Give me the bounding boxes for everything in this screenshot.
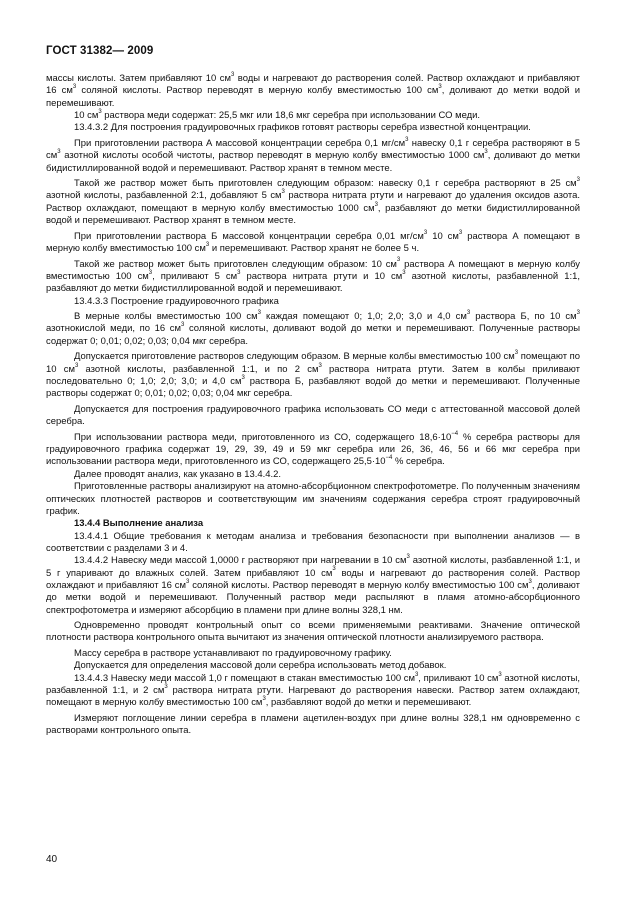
body-paragraph: массы кислоты. Затем прибавляют 10 $см^3$ воды и нагревают до растворения солей. Раствор охлаждают и прибавляют 16 $см^3$ соляной кислоты. Раствор переводят в мерную колбу вместимостью 100 $см^3$, доливают до метки водой и перемешивают. [46, 71, 581, 109]
body-paragraph: Измеряют поглощение линии серебра в пламени ацетилен-воздух при длине волны 328,1 нм одновременно с растворами контрольного опыта. [46, 712, 580, 737]
body-paragraph: При приготовлении раствора Б массовой концентрации серебра 0,01 $мг/см^3$ 10 $см^3$ раствора А помещают в мерную колбу вместимостью 100 $см^3$ и перемешивают. Раствор хранят не более 5 ч. [46, 229, 580, 255]
body-paragraph: 13.4.4.3 Навеску меди массой 1,0 г помещают в стакан вместимостью 100 $см^3$, приливают 10 $см^3$ азотной кислоты, разбавленной 1:1, и 2 $см^3$ раствора нитрата ртути. Нагревают до растворения навески. Раствор затем охлаждают, помещают в мерную колбу вместимостью 100 $см^3$, разбавляют водой до метки и перемешивают. [46, 671, 580, 709]
page-number: 40 [46, 854, 58, 865]
body-paragraph: Такой же раствор может быть приготовлен следующим образом: 10 $см^3$ раствора А помещают в мерную колбу вместимостью 100 $см^3$, приливают 5 $см^3$ раствора нитрата ртути и 10 $см^3$ азотной кислоты, разбавленной 1:1, разбавляют до метки бидистиллированной водой и перемешивают. [46, 257, 581, 295]
body-paragraph: Допускается для определения массовой доли серебра использовать метод добавок. [74, 660, 447, 672]
body-paragraph: Одновременно проводят контрольный опыт со всеми применяемыми реактивами. Значение оптической плотности раствора контрольного опыта вычитают из значения оптической плотности анализируемого раствора. [46, 620, 580, 644]
body-paragraph: Массу серебра в растворе устанавливают по градуировочному графику. [74, 648, 392, 659]
body-paragraph: 13.4.4.2 Навеску меди массой 1,0000 г растворяют при нагревании в 10 $см^3$ азотной кислоты, разбавленной 1:1, и 5 г упаривают до влажных солей. Затем прибавляют 10 $см^3$ воды и нагревают до растворения солей. Раствор охлаждают и прибавляют 16 $см^3$ соляной кислоты. Раствор переводят в мерную колбу вместимостью 100 $см^3$, доливают до метки водой и перемешивают. Полученный раствор меди распыляют в пламя атомно-абсорбционного спектрофотометра и измеряют абсорбцию в пламени при длине волны 328,1 нм. [46, 554, 580, 616]
document-body [46, 73, 580, 738]
body-paragraph: В мерные колбы вместимостью 100 $см^3$ каждая помещают 0; 1,0; 2,0; 3,0 и 4,0 $см^3$ раствора Б, по 10 $см^3$ азотнокислой меди, по 16 $см^3$ соляной кислоты, доливают водой до метки и перемешивают. Полученные растворы содержат 0; 0,01; 0,02; 0,03; 0,04 мкг серебра. [46, 309, 580, 347]
body-paragraph: 10 $см^3$ раствора меди содержат: 25,5 мкг или 18,6 мкг серебра при использовании СО меди. [74, 108, 481, 122]
body-paragraph: При использовании раствора меди, приготовленного из СО, содержащего $18,6\cdot 10^{-4}$ % серебра растворы для градуировочного графика содержат 19, 29, 39, 49 и 59 мкг серебра или 26, 36, 46, 56 и 66 мкг серебра при использовании раствора меди, приготовленного из СО, содержащего $25,5\cdot 10^{-4}$ % серебра. [46, 430, 580, 468]
body-paragraph: Такой же раствор может быть приготовлен следующим образом: навеску 0,1 г серебра растворяют в 25 $см^3$ азотной кислоты, разбавленной 2:1, добавляют 5 $см^3$ раствора нитрата ртути и нагревают до удаления оксидов азота. Раствор охлаждают, помещают в мерную колбу вместимостью 1000 $см^3$, разбавляют до метки бидистиллированной водой и перемешивают. Раствор хранят в темном месте. [46, 176, 580, 227]
body-paragraph: Допускается приготовление растворов следующим образом. В мерные колбы вместимостью 100 $см^3$ помещают по 10 $см^3$ азотной кислоты, разбавленной 1:1, и по 2 $см^3$ раствора нитрата ртути. Затем в колбы приливают последовательно 0; 1,0; 2,0; 3,0; и 4,0 $см^3$ раствора Б, разбавляют водой до метки и перемешивают. Полученные растворы содержат 0; 0,01; 0,02; 0,03; 0,04 мкг серебра. [46, 350, 580, 400]
body-paragraph: 13.4.3.3 Построение градуировочного графика [74, 295, 279, 307]
body-paragraph: Далее проводят анализ, как указано в 13.4.4.2. [74, 468, 282, 480]
body-paragraph: 13.4.3.2 Для построения градуировочных графиков готовят растворы серебра известной концентрации. [74, 122, 531, 134]
section-heading: 13.4.4 Выполнение анализа [74, 518, 204, 530]
body-paragraph: Допускается для построения градуировочного графика использовать СО меди с аттестованной массовой долей серебра. [46, 403, 580, 428]
body-paragraph: 13.4.4.1 Общие требования к методам анализа и требования безопасности при выполнении анализов — в соответствии с разделами 3 и 4. [46, 530, 580, 554]
body-paragraph: Приготовленные растворы анализируют на атомно-абсорбционном спектрофотометре. По полученным значениям оптических плотностей растворов и соответствующим им значениям содержания серебра строят градуировочный график. [46, 481, 580, 517]
body-paragraph: При приготовлении раствора А массовой концентрации серебра 0,1 $мг/см^3$ навеску 0,1 г серебра растворяют в 5 $см^3$ азотной кислоты особой чистоты, раствор переводят в мерную колбу вместимостью 1000 $см^3$, доливают до метки бидистиллированной водой и перемешивают. Раствор хранят в темном месте. [46, 136, 580, 174]
page-header-standard-title: ГОСТ 31382— 2009 [46, 45, 154, 57]
